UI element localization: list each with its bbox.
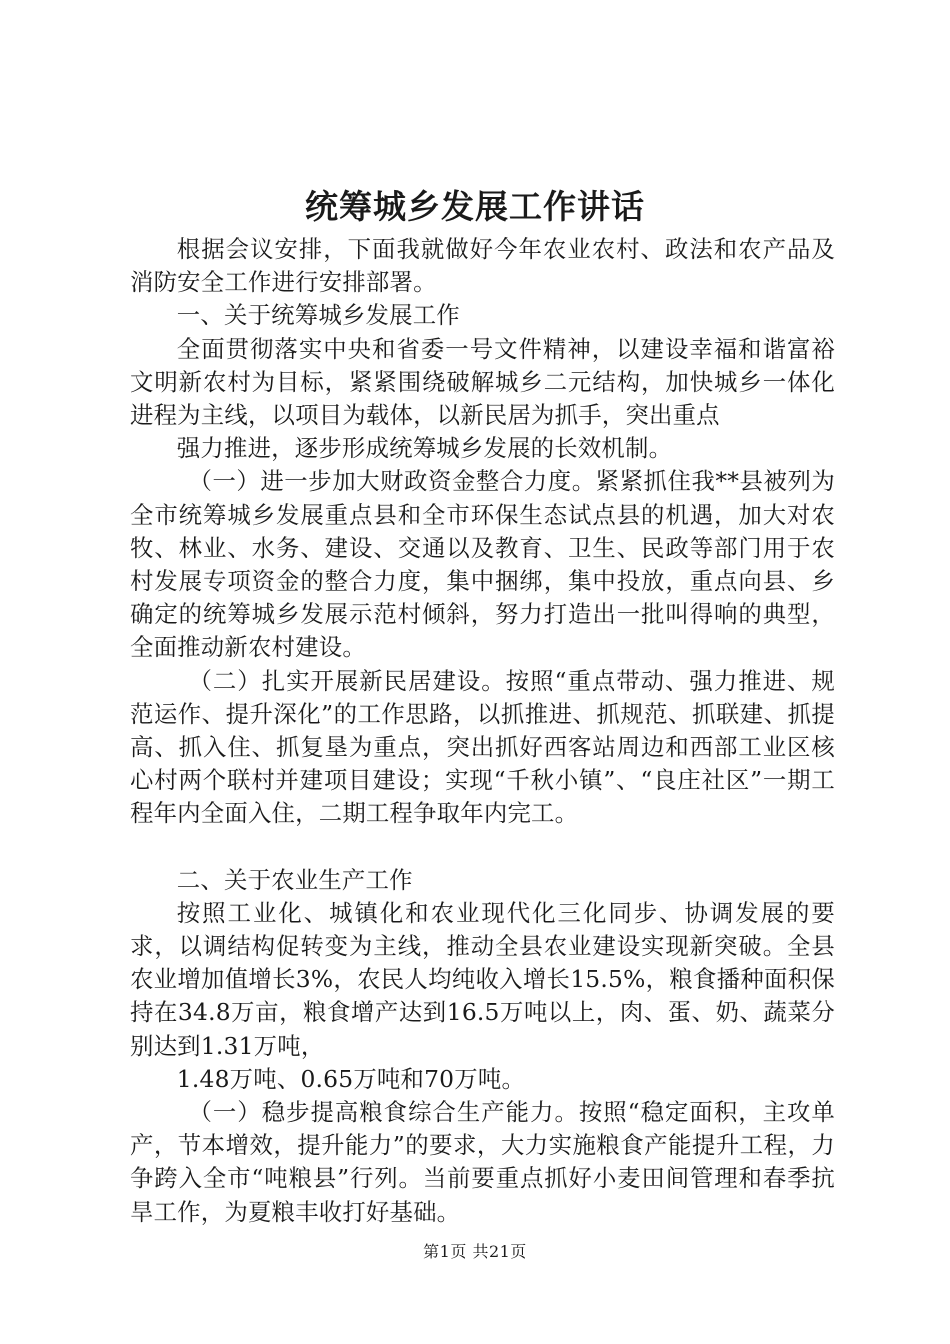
subsection-paragraph-2-1: （一）稳步提高粮食综合生产能力。按照“稳定面积，主攻单产，节本增效，提升能力”的要求，大力实施粮食产能提升工程，力争跨入全市“吨粮县”行列。当前要重点抓好小麦田间管理和春季抗旱工作，为夏粮丰收打好基础。 — [130, 1098, 835, 1226]
intro-paragraph: 根据会议安排，下面我就做好今年农业农村、政法和农产品及消防安全工作进行安排部署。 — [130, 235, 835, 297]
body-paragraph: 强力推进，逐步形成统筹城乡发展的长效机制。 — [176, 434, 673, 463]
body-paragraph: 全面贯彻落实中央和省委一号文件精神，以建设幸福和谐富裕文明新农村为目标，紧紧围绕破解城乡二元结构，加快城乡一体化进程为主线，以项目为载体，以新民居为抓手，突出重点 — [130, 334, 835, 430]
subsection-paragraph-1-2: （二）扎实开展新民居建设。按照“重点带动、强力推进、规范运作、提升深化”的工作思路，以抓推进、抓规范、抓联建、抓提高、抓入住、抓复垦为重点，突出抓好西客站周边和西部工业区核心村两个联村并建项目建设；实现“千秋小镇”、“良庄社区”一期工程年内全面入住，二期工程争取年内完工。 — [130, 666, 835, 828]
document-body — [130, 233, 835, 1229]
section-heading-1: 一、关于统筹城乡发展工作 — [176, 301, 460, 330]
paragraph-gap — [130, 831, 835, 864]
body-paragraph: 按照工业化、城镇化和农业现代化三化同步、协调发展的要求，以调结构促转变为主线，推动全县农业建设实现新突破。全县农业增加值增长3%，农民人均纯收入增长15.5%，粮食播种面积保持在34.8万亩，粮食增产达到16.5万吨以上，肉、蛋、奶、蔬菜分别达到1.31万吨， — [130, 898, 835, 1060]
subsection-paragraph-1-1: （一）进一步加大财政资金整合力度。紧紧抓住我**县被列为全市统筹城乡发展重点县和全市环保生态试点县的机遇，加大对农牧、林业、水务、建设、交通以及教育、卫生、民政等部门用于农村发展专项资金的整合力度，集中捆绑，集中投放，重点向县、乡确定的统筹城乡发展示范村倾斜，努力打造出一批叫得响的典型，全面推动新农村建设。 — [130, 467, 835, 662]
page-footer: 第1页 共21页 — [423, 1242, 527, 1261]
body-paragraph: 1.48万吨、0.65万吨和70万吨。 — [176, 1064, 526, 1093]
section-heading-2: 二、关于农业生产工作 — [176, 865, 413, 894]
document-title: 统筹城乡发展工作讲话 — [305, 187, 645, 226]
